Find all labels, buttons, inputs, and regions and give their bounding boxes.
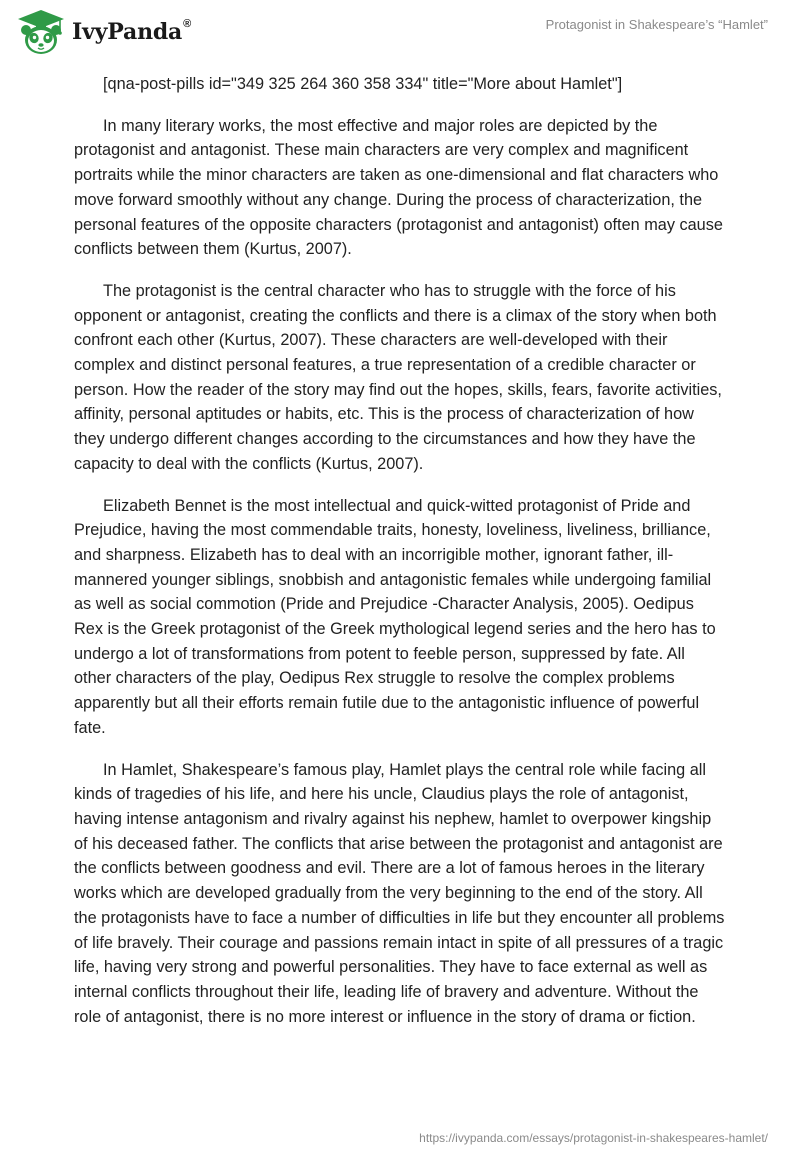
logo-text: IvyPanda: [72, 19, 183, 45]
panda-logo-icon: [14, 8, 68, 56]
logo[interactable]: [14, 8, 191, 56]
paragraph: Elizabeth Bennet is the most intellectual and quick-witted protagonist of Pride and Prejudice, having the most commendable traits, honesty, loveliness, liveliness, brilliance, and sharpness. Elizabeth has to deal with an incorrigible mother, ignorant father, ill-mannered younger siblings, snobbish and antagonistic females while undergoing familial as well as social commotion (Pride and Prejudice -Character Analysis, 2005). Oedipus Rex is the Greek protagonist of the Greek mythological legend series and the hero has to undergo a lot of transformations from potent to feeble person, suppressed by fate. All other characters of the play, Oedipus Rex struggle to resolve the complex problems apparently but all their efforts remain futile due to the antagonistic influence of powerful fate.: [74, 496, 716, 737]
logo-wordmark: [72, 19, 191, 45]
shortcode-paragraph: [qna-post-pills id="349 325 264 360 358 334" title="More about Hamlet"]: [103, 75, 623, 93]
essay-body: [74, 72, 726, 1046]
paragraph: In Hamlet, Shakespeare’s famous play, Hamlet plays the central role while facing all kinds of tragedies of his life, and here his uncle, Claudius plays the role of antagonist, having intense antagonism and rivalry against his nephew, hamlet to overpower kingship of his deceased father. The conflicts that arise between the protagonist and antagonist are the conflicts between goodness and evil. There are a lot of famous heroes in the literary works which are developed gradually from the very beginning to the end of the story. All the protagonists have to face a number of difficulties in life but they encounter all problems of life bravely. Their courage and passions remain intact in spite of all pressures of a tragic life, having very strong and powerful personalities. They have to face external as well as internal conflicts throughout their life, leading life of bravery and adventure. Without the role of antagonist, there is no more interest or influence in the story of drama or fiction.: [74, 760, 725, 1026]
document-title: Protagonist in Shakespeare’s “Hamlet”: [545, 17, 768, 32]
paragraph: The protagonist is the central character who has to struggle with the force of his opponent or antagonist, creating the conflicts and there is a climax of the story when both confront each other (Kurtus, 2007). These characters are well-developed with their complex and distinct personal features, a true representation of a credible character or person. How the reader of the story may find out the hopes, skills, fears, favorite activities, affinity, personal aptitudes or habits, etc. This is the process of characterization of how they undergo different changes according to the circumstances and how they have the capacity to deal with the conflicts (Kurtus, 2007).: [74, 281, 722, 473]
registered-mark: ®: [183, 17, 192, 30]
page-header: [0, 0, 800, 66]
footer-url[interactable]: https://ivypanda.com/essays/protagonist-in-shakespeares-hamlet/: [419, 1131, 768, 1145]
paragraph: In many literary works, the most effective and major roles are depicted by the protagonist and antagonist. These main characters are very complex and magnificent portraits while the minor characters are taken as one-dimensional and flat characters who move forward smoothly without any change. During the process of characterization, the personal features of the opposite characters (protagonist and antagonist) often may cause conflicts between them (Kurtus, 2007).: [74, 116, 723, 259]
